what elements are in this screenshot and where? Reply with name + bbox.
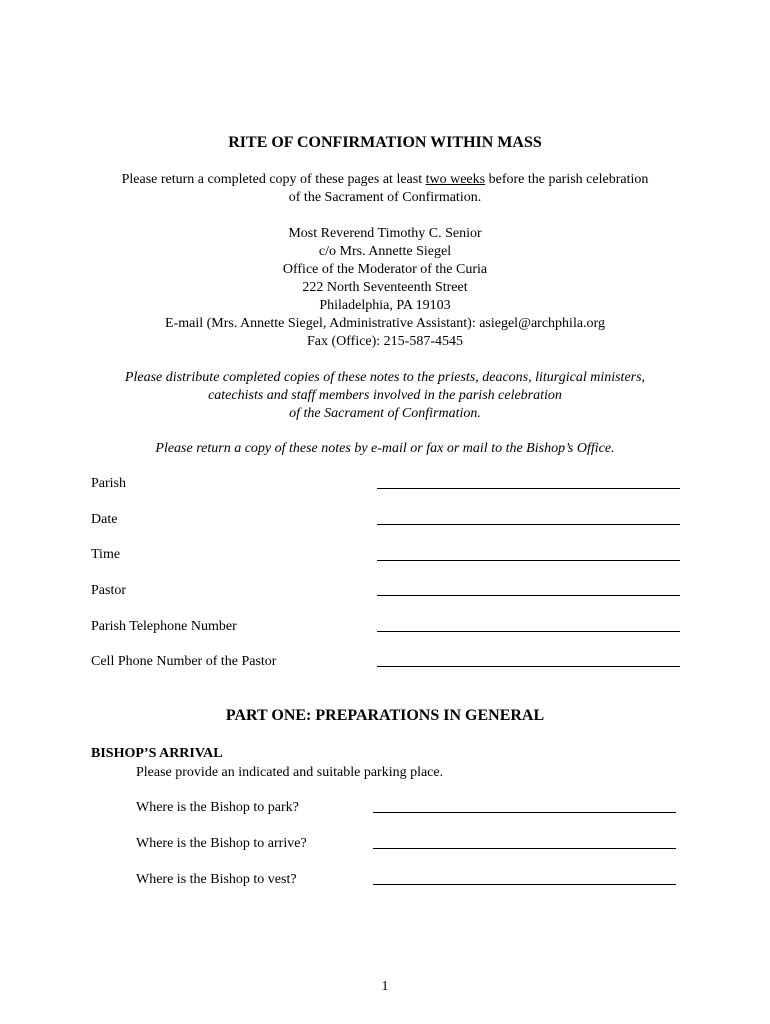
bishops-arrival-text: Please provide an indicated and suitable parking place. — [136, 765, 444, 780]
time-label: Time — [91, 547, 121, 562]
document-title: RITE OF CONFIRMATION WITHIN MASS — [228, 134, 542, 151]
instructions-text-pre: Please return a completed copy of these pages at least — [121, 172, 426, 187]
parish-input-line[interactable] — [377, 488, 680, 489]
return-instructions-line1 — [0, 171, 770, 189]
arrive-answer-line[interactable] — [373, 848, 676, 849]
instructions-emphasis: two weeks — [425, 172, 486, 187]
arrive-question-label: Where is the Bishop to arrive? — [136, 836, 307, 851]
date-label: Date — [91, 512, 118, 527]
pastor-cell-phone-input-line[interactable] — [377, 666, 680, 667]
return-note: Please return a copy of these notes by e-mail or fax or mail to the Bishop’s Office. — [155, 441, 615, 456]
instructions-text-post: before the parish celebration — [485, 172, 649, 187]
distribute-note-line1: Please distribute completed copies of these notes to the priests, deacons, liturgical ministers, — [124, 370, 646, 385]
vest-answer-line[interactable] — [373, 884, 676, 885]
address-line-care-of: c/o Mrs. Annette Siegel — [318, 244, 452, 259]
parish-label: Parish — [91, 476, 126, 491]
parish-telephone-label: Parish Telephone Number — [91, 619, 237, 634]
address-line-office: Office of the Moderator of the Curia — [282, 262, 488, 277]
return-instructions-line2: of the Sacrament of Confirmation. — [288, 190, 482, 205]
address-line-street: 222 North Seventeenth Street — [302, 280, 468, 295]
part-one-title: PART ONE: PREPARATIONS IN GENERAL — [225, 707, 545, 724]
address-line-name: Most Reverend Timothy C. Senior — [288, 226, 482, 241]
pastor-label: Pastor — [91, 583, 126, 598]
bishops-arrival-heading: BISHOP’S ARRIVAL — [91, 746, 223, 761]
vest-question-label: Where is the Bishop to vest? — [136, 872, 297, 887]
address-line-email: E-mail (Mrs. Annette Siegel, Administrative Assistant): asiegel@archphila.org — [165, 316, 605, 331]
address-line-fax: Fax (Office): 215-587-4545 — [306, 334, 464, 349]
page-number: 1 — [381, 979, 389, 994]
time-input-line[interactable] — [377, 560, 680, 561]
address-line-city: Philadelphia, PA 19103 — [319, 298, 451, 313]
date-input-line[interactable] — [377, 524, 680, 525]
park-answer-line[interactable] — [373, 812, 676, 813]
parish-telephone-input-line[interactable] — [377, 631, 680, 632]
pastor-input-line[interactable] — [377, 595, 680, 596]
park-question-label: Where is the Bishop to park? — [136, 800, 299, 815]
distribute-note-line2: catechists and staff members involved in the parish celebration — [208, 388, 562, 403]
distribute-note-line3: of the Sacrament of Confirmation. — [289, 406, 481, 421]
pastor-cell-phone-label: Cell Phone Number of the Pastor — [91, 654, 277, 669]
